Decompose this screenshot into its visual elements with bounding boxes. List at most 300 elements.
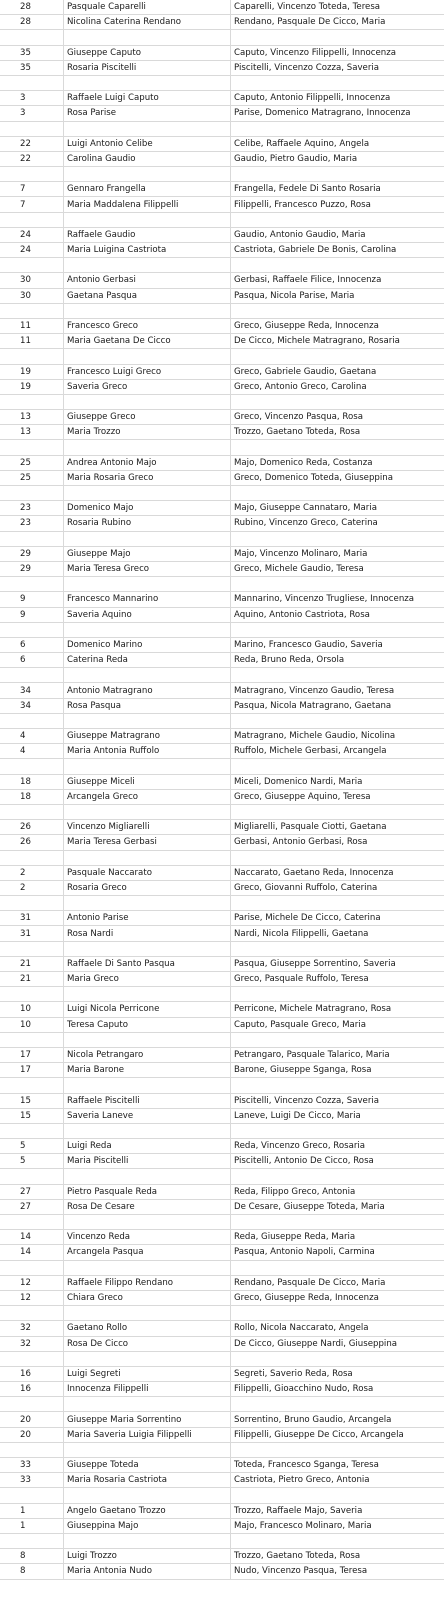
cell-name[interactable] — [64, 1306, 231, 1321]
cell-parents[interactable] — [231, 212, 444, 227]
cell-number[interactable]: 26 — [0, 820, 64, 835]
cell-number[interactable]: 30 — [0, 273, 64, 288]
cell-number[interactable]: 31 — [0, 911, 64, 926]
cell-number[interactable] — [0, 941, 64, 956]
cell-parents[interactable]: Mannarino, Vincenzo Trugliese, Innocenza — [231, 592, 444, 607]
cell-number[interactable]: 34 — [0, 683, 64, 698]
cell-parents[interactable] — [231, 1397, 444, 1412]
cell-number[interactable] — [0, 713, 64, 728]
cell-parents[interactable] — [231, 1351, 444, 1366]
cell-name[interactable] — [64, 1215, 231, 1230]
cell-name[interactable]: Pasquale Caparelli — [64, 0, 231, 15]
cell-name[interactable]: Raffaele Luigi Caputo — [64, 91, 231, 106]
cell-name[interactable] — [64, 1123, 231, 1138]
cell-number[interactable]: 23 — [0, 516, 64, 531]
cell-number[interactable]: 20 — [0, 1412, 64, 1427]
cell-parents[interactable]: Caparelli, Vincenzo Toteda, Teresa — [231, 0, 444, 15]
cell-parents[interactable]: De Cesare, Giuseppe Toteda, Maria — [231, 1199, 444, 1214]
cell-name[interactable]: Rosa De Cesare — [64, 1199, 231, 1214]
cell-number[interactable] — [0, 1397, 64, 1412]
cell-parents[interactable] — [231, 896, 444, 911]
cell-parents[interactable]: Greco, Pasquale Ruffolo, Teresa — [231, 972, 444, 987]
cell-parents[interactable]: Caputo, Pasquale Greco, Maria — [231, 1017, 444, 1032]
cell-name[interactable]: Antonio Parise — [64, 911, 231, 926]
cell-number[interactable] — [0, 258, 64, 273]
cell-name[interactable] — [64, 75, 231, 90]
cell-parents[interactable]: Castriota, Gabriele De Bonis, Carolina — [231, 243, 444, 258]
cell-parents[interactable] — [231, 1169, 444, 1184]
cell-name[interactable] — [64, 668, 231, 683]
cell-parents[interactable]: Reda, Filippo Greco, Antonia — [231, 1184, 444, 1199]
cell-number[interactable]: 17 — [0, 1047, 64, 1062]
cell-number[interactable]: 26 — [0, 835, 64, 850]
cell-name[interactable]: Maria Luigina Castriota — [64, 243, 231, 258]
cell-parents[interactable]: Trozzo, Gaetano Toteda, Rosa — [231, 1549, 444, 1564]
cell-parents[interactable]: Laneve, Luigi De Cicco, Maria — [231, 1108, 444, 1123]
cell-parents[interactable]: Aquino, Antonio Castriota, Rosa — [231, 607, 444, 622]
cell-name[interactable] — [64, 1397, 231, 1412]
cell-number[interactable]: 35 — [0, 60, 64, 75]
cell-name[interactable] — [64, 804, 231, 819]
cell-number[interactable]: 32 — [0, 1336, 64, 1351]
cell-parents[interactable] — [231, 121, 444, 136]
cell-parents[interactable]: Rendano, Pasquale De Cicco, Maria — [231, 15, 444, 30]
cell-number[interactable]: 18 — [0, 774, 64, 789]
cell-parents[interactable]: Frangella, Fedele Di Santo Rosaria — [231, 182, 444, 197]
cell-number[interactable]: 23 — [0, 501, 64, 516]
cell-parents[interactable] — [231, 1442, 444, 1457]
cell-name[interactable] — [64, 1032, 231, 1047]
cell-number[interactable]: 14 — [0, 1245, 64, 1260]
cell-parents[interactable]: Rollo, Nicola Naccarato, Angela — [231, 1321, 444, 1336]
cell-number[interactable] — [0, 1533, 64, 1548]
cell-number[interactable] — [0, 75, 64, 90]
cell-name[interactable] — [64, 303, 231, 318]
cell-parents[interactable]: Parise, Domenico Matragrano, Innocenza — [231, 106, 444, 121]
cell-number[interactable] — [0, 1032, 64, 1047]
cell-name[interactable]: Francesco Mannarino — [64, 592, 231, 607]
cell-parents[interactable]: Pasqua, Giuseppe Sorrentino, Saveria — [231, 956, 444, 971]
cell-number[interactable] — [0, 1351, 64, 1366]
cell-name[interactable] — [64, 1078, 231, 1093]
cell-name[interactable]: Rosa Parise — [64, 106, 231, 121]
cell-name[interactable]: Raffaele Filippo Rendano — [64, 1275, 231, 1290]
cell-parents[interactable]: Matragrano, Vincenzo Gaudio, Teresa — [231, 683, 444, 698]
cell-name[interactable]: Rosaria Piscitelli — [64, 60, 231, 75]
cell-parents[interactable] — [231, 394, 444, 409]
cell-name[interactable]: Rosaria Rubino — [64, 516, 231, 531]
cell-number[interactable] — [0, 167, 64, 182]
cell-number[interactable]: 31 — [0, 926, 64, 941]
cell-number[interactable] — [0, 440, 64, 455]
cell-name[interactable] — [64, 577, 231, 592]
cell-name[interactable] — [64, 30, 231, 45]
cell-number[interactable]: 22 — [0, 136, 64, 151]
cell-parents[interactable] — [231, 577, 444, 592]
cell-name[interactable]: Maria Trozzo — [64, 425, 231, 440]
cell-number[interactable]: 17 — [0, 1063, 64, 1078]
cell-parents[interactable] — [231, 30, 444, 45]
cell-parents[interactable] — [231, 440, 444, 455]
cell-number[interactable] — [0, 1169, 64, 1184]
cell-number[interactable]: 22 — [0, 151, 64, 166]
cell-number[interactable] — [0, 486, 64, 501]
cell-parents[interactable]: Nardi, Nicola Filippelli, Gaetana — [231, 926, 444, 941]
cell-name[interactable] — [64, 713, 231, 728]
cell-parents[interactable] — [231, 622, 444, 637]
cell-parents[interactable]: Piscitelli, Antonio De Cicco, Rosa — [231, 1154, 444, 1169]
cell-parents[interactable]: Pasqua, Nicola Matragrano, Gaetana — [231, 698, 444, 713]
cell-name[interactable]: Caterina Reda — [64, 653, 231, 668]
cell-number[interactable]: 16 — [0, 1382, 64, 1397]
cell-parents[interactable]: Gaudio, Pietro Gaudio, Maria — [231, 151, 444, 166]
cell-name[interactable]: Domenico Majo — [64, 501, 231, 516]
cell-name[interactable] — [64, 759, 231, 774]
cell-number[interactable]: 27 — [0, 1184, 64, 1199]
cell-number[interactable]: 28 — [0, 0, 64, 15]
cell-number[interactable] — [0, 1442, 64, 1457]
cell-parents[interactable]: Caputo, Antonio Filippelli, Innocenza — [231, 91, 444, 106]
cell-parents[interactable]: Piscitelli, Vincenzo Cozza, Saveria — [231, 60, 444, 75]
cell-number[interactable]: 3 — [0, 106, 64, 121]
cell-name[interactable] — [64, 167, 231, 182]
cell-parents[interactable]: Pasqua, Nicola Parise, Maria — [231, 288, 444, 303]
cell-name[interactable]: Giuseppe Miceli — [64, 774, 231, 789]
cell-parents[interactable]: Pasqua, Antonio Napoli, Carmina — [231, 1245, 444, 1260]
cell-parents[interactable]: Nudo, Vincenzo Pasqua, Teresa — [231, 1564, 444, 1579]
cell-number[interactable]: 13 — [0, 410, 64, 425]
cell-number[interactable]: 24 — [0, 227, 64, 242]
cell-name[interactable]: Raffaele Piscitelli — [64, 1093, 231, 1108]
cell-parents[interactable] — [231, 1215, 444, 1230]
cell-parents[interactable]: Ruffolo, Michele Gerbasi, Arcangela — [231, 744, 444, 759]
cell-parents[interactable]: Reda, Giuseppe Reda, Maria — [231, 1230, 444, 1245]
cell-number[interactable]: 29 — [0, 561, 64, 576]
cell-name[interactable]: Luigi Nicola Perricone — [64, 1002, 231, 1017]
cell-number[interactable]: 5 — [0, 1154, 64, 1169]
cell-number[interactable]: 15 — [0, 1093, 64, 1108]
cell-number[interactable] — [0, 668, 64, 683]
cell-name[interactable]: Giuseppe Caputo — [64, 45, 231, 60]
cell-name[interactable] — [64, 440, 231, 455]
cell-parents[interactable] — [231, 668, 444, 683]
cell-parents[interactable]: Toteda, Francesco Sganga, Teresa — [231, 1458, 444, 1473]
cell-name[interactable]: Luigi Trozzo — [64, 1549, 231, 1564]
cell-parents[interactable] — [231, 258, 444, 273]
cell-parents[interactable]: Migliarelli, Pasquale Ciotti, Gaetana — [231, 820, 444, 835]
cell-parents[interactable] — [231, 531, 444, 546]
cell-number[interactable] — [0, 1123, 64, 1138]
cell-name[interactable]: Angelo Gaetano Trozzo — [64, 1503, 231, 1518]
cell-name[interactable] — [64, 1260, 231, 1275]
cell-name[interactable]: Maria Greco — [64, 972, 231, 987]
cell-name[interactable]: Nicolina Caterina Rendano — [64, 15, 231, 30]
cell-number[interactable]: 21 — [0, 956, 64, 971]
cell-parents[interactable]: De Cicco, Michele Matragrano, Rosaria — [231, 334, 444, 349]
cell-number[interactable]: 8 — [0, 1564, 64, 1579]
cell-number[interactable]: 21 — [0, 972, 64, 987]
cell-number[interactable] — [0, 896, 64, 911]
cell-parents[interactable]: Gerbasi, Raffaele Filice, Innocenza — [231, 273, 444, 288]
cell-parents[interactable]: Marino, Francesco Gaudio, Saveria — [231, 637, 444, 652]
cell-parents[interactable]: Greco, Domenico Toteda, Giuseppina — [231, 470, 444, 485]
cell-name[interactable]: Antonio Gerbasi — [64, 273, 231, 288]
cell-number[interactable]: 24 — [0, 243, 64, 258]
cell-name[interactable]: Giuseppe Matragrano — [64, 729, 231, 744]
cell-name[interactable]: Rosa De Cicco — [64, 1336, 231, 1351]
cell-name[interactable]: Maria Maddalena Filippelli — [64, 197, 231, 212]
cell-parents[interactable] — [231, 303, 444, 318]
cell-parents[interactable]: Greco, Vincenzo Pasqua, Rosa — [231, 410, 444, 425]
cell-name[interactable]: Rosa Pasqua — [64, 698, 231, 713]
cell-name[interactable]: Carolina Gaudio — [64, 151, 231, 166]
cell-name[interactable]: Maria Teresa Greco — [64, 561, 231, 576]
cell-name[interactable]: Maria Teresa Gerbasi — [64, 835, 231, 850]
cell-name[interactable] — [64, 349, 231, 364]
cell-parents[interactable]: Greco, Giuseppe Aquino, Teresa — [231, 789, 444, 804]
cell-name[interactable] — [64, 850, 231, 865]
cell-number[interactable]: 13 — [0, 425, 64, 440]
cell-name[interactable]: Giuseppe Greco — [64, 410, 231, 425]
cell-parents[interactable] — [231, 1123, 444, 1138]
cell-parents[interactable]: Filippelli, Giuseppe De Cicco, Arcangela — [231, 1427, 444, 1442]
cell-name[interactable] — [64, 1351, 231, 1366]
cell-name[interactable]: Pietro Pasquale Reda — [64, 1184, 231, 1199]
cell-number[interactable] — [0, 531, 64, 546]
cell-name[interactable]: Domenico Marino — [64, 637, 231, 652]
cell-parents[interactable] — [231, 167, 444, 182]
cell-number[interactable] — [0, 30, 64, 45]
cell-number[interactable] — [0, 1260, 64, 1275]
cell-parents[interactable]: Petrangaro, Pasquale Talarico, Maria — [231, 1047, 444, 1062]
cell-number[interactable]: 2 — [0, 865, 64, 880]
cell-number[interactable]: 12 — [0, 1275, 64, 1290]
cell-name[interactable] — [64, 941, 231, 956]
cell-name[interactable]: Maria Gaetana De Cicco — [64, 334, 231, 349]
cell-name[interactable]: Maria Rosaria Castriota — [64, 1473, 231, 1488]
cell-parents[interactable] — [231, 349, 444, 364]
cell-name[interactable] — [64, 1169, 231, 1184]
cell-number[interactable]: 15 — [0, 1108, 64, 1123]
cell-parents[interactable]: Miceli, Domenico Nardi, Maria — [231, 774, 444, 789]
cell-number[interactable]: 35 — [0, 45, 64, 60]
cell-parents[interactable] — [231, 1488, 444, 1503]
cell-number[interactable]: 7 — [0, 197, 64, 212]
cell-number[interactable]: 4 — [0, 744, 64, 759]
cell-number[interactable] — [0, 1215, 64, 1230]
cell-number[interactable]: 3 — [0, 91, 64, 106]
cell-number[interactable]: 12 — [0, 1290, 64, 1305]
cell-name[interactable] — [64, 1533, 231, 1548]
cell-parents[interactable] — [231, 1078, 444, 1093]
cell-name[interactable]: Maria Piscitelli — [64, 1154, 231, 1169]
cell-parents[interactable] — [231, 75, 444, 90]
cell-number[interactable]: 33 — [0, 1458, 64, 1473]
cell-number[interactable]: 28 — [0, 15, 64, 30]
cell-name[interactable]: Francesco Luigi Greco — [64, 364, 231, 379]
cell-number[interactable]: 8 — [0, 1549, 64, 1564]
cell-parents[interactable]: Greco, Gabriele Gaudio, Gaetana — [231, 364, 444, 379]
cell-parents[interactable] — [231, 850, 444, 865]
cell-number[interactable]: 34 — [0, 698, 64, 713]
cell-number[interactable]: 20 — [0, 1427, 64, 1442]
cell-number[interactable] — [0, 303, 64, 318]
cell-name[interactable]: Gaetano Rollo — [64, 1321, 231, 1336]
cell-number[interactable]: 19 — [0, 364, 64, 379]
cell-number[interactable]: 2 — [0, 880, 64, 895]
cell-number[interactable]: 9 — [0, 592, 64, 607]
cell-name[interactable] — [64, 896, 231, 911]
cell-parents[interactable]: Trozzo, Gaetano Toteda, Rosa — [231, 425, 444, 440]
cell-name[interactable]: Teresa Caputo — [64, 1017, 231, 1032]
cell-number[interactable]: 32 — [0, 1321, 64, 1336]
cell-name[interactable]: Chiara Greco — [64, 1290, 231, 1305]
cell-name[interactable]: Maria Antonia Nudo — [64, 1564, 231, 1579]
cell-number[interactable]: 27 — [0, 1199, 64, 1214]
cell-parents[interactable]: Greco, Giuseppe Reda, Innocenza — [231, 1290, 444, 1305]
cell-parents[interactable]: Greco, Michele Gaudio, Teresa — [231, 561, 444, 576]
cell-parents[interactable] — [231, 1533, 444, 1548]
cell-number[interactable]: 11 — [0, 334, 64, 349]
cell-number[interactable] — [0, 987, 64, 1002]
cell-name[interactable] — [64, 212, 231, 227]
cell-parents[interactable]: Piscitelli, Vincenzo Cozza, Saveria — [231, 1093, 444, 1108]
cell-parents[interactable] — [231, 1306, 444, 1321]
cell-number[interactable] — [0, 349, 64, 364]
cell-name[interactable]: Saveria Greco — [64, 379, 231, 394]
cell-parents[interactable]: Matragrano, Michele Gaudio, Nicolina — [231, 729, 444, 744]
cell-name[interactable] — [64, 1442, 231, 1457]
cell-name[interactable]: Raffaele Di Santo Pasqua — [64, 956, 231, 971]
cell-number[interactable]: 30 — [0, 288, 64, 303]
cell-number[interactable] — [0, 394, 64, 409]
cell-parents[interactable]: Naccarato, Gaetano Reda, Innocenza — [231, 865, 444, 880]
cell-parents[interactable]: Caputo, Vincenzo Filippelli, Innocenza — [231, 45, 444, 60]
cell-name[interactable]: Giuseppina Majo — [64, 1518, 231, 1533]
cell-number[interactable] — [0, 577, 64, 592]
cell-number[interactable] — [0, 622, 64, 637]
cell-number[interactable]: 10 — [0, 1017, 64, 1032]
cell-number[interactable]: 10 — [0, 1002, 64, 1017]
cell-number[interactable] — [0, 804, 64, 819]
cell-parents[interactable]: Segreti, Saverio Reda, Rosa — [231, 1366, 444, 1381]
cell-parents[interactable]: Rubino, Vincenzo Greco, Caterina — [231, 516, 444, 531]
cell-number[interactable]: 18 — [0, 789, 64, 804]
cell-parents[interactable]: Greco, Giovanni Ruffolo, Caterina — [231, 880, 444, 895]
cell-parents[interactable]: Barone, Giuseppe Sganga, Rosa — [231, 1063, 444, 1078]
cell-parents[interactable] — [231, 759, 444, 774]
cell-number[interactable]: 5 — [0, 1139, 64, 1154]
cell-number[interactable]: 9 — [0, 607, 64, 622]
cell-parents[interactable]: Trozzo, Raffaele Majo, Saveria — [231, 1503, 444, 1518]
cell-number[interactable] — [0, 1306, 64, 1321]
cell-name[interactable] — [64, 394, 231, 409]
cell-parents[interactable]: Reda, Vincenzo Greco, Rosaria — [231, 1139, 444, 1154]
cell-name[interactable]: Gennaro Frangella — [64, 182, 231, 197]
cell-parents[interactable]: Gerbasi, Antonio Gerbasi, Rosa — [231, 835, 444, 850]
cell-name[interactable]: Maria Barone — [64, 1063, 231, 1078]
cell-name[interactable] — [64, 987, 231, 1002]
cell-name[interactable] — [64, 121, 231, 136]
cell-parents[interactable]: Majo, Francesco Molinaro, Maria — [231, 1518, 444, 1533]
cell-number[interactable]: 1 — [0, 1518, 64, 1533]
cell-name[interactable]: Luigi Antonio Celibe — [64, 136, 231, 151]
cell-name[interactable]: Maria Saveria Luigia Filippelli — [64, 1427, 231, 1442]
cell-number[interactable]: 11 — [0, 318, 64, 333]
cell-name[interactable]: Rosa Nardi — [64, 926, 231, 941]
cell-name[interactable]: Raffaele Gaudio — [64, 227, 231, 242]
cell-number[interactable] — [0, 1078, 64, 1093]
cell-name[interactable] — [64, 622, 231, 637]
cell-number[interactable] — [0, 212, 64, 227]
cell-parents[interactable]: Sorrentino, Bruno Gaudio, Arcangela — [231, 1412, 444, 1427]
cell-name[interactable]: Luigi Reda — [64, 1139, 231, 1154]
cell-name[interactable]: Maria Antonia Ruffolo — [64, 744, 231, 759]
cell-number[interactable]: 29 — [0, 546, 64, 561]
cell-name[interactable]: Vincenzo Migliarelli — [64, 820, 231, 835]
cell-parents[interactable]: Greco, Giuseppe Reda, Innocenza — [231, 318, 444, 333]
cell-parents[interactable]: De Cicco, Giuseppe Nardi, Giuseppina — [231, 1336, 444, 1351]
cell-name[interactable]: Giuseppe Toteda — [64, 1458, 231, 1473]
cell-name[interactable]: Vincenzo Reda — [64, 1230, 231, 1245]
cell-name[interactable]: Arcangela Greco — [64, 789, 231, 804]
cell-name[interactable]: Saveria Laneve — [64, 1108, 231, 1123]
cell-name[interactable]: Antonio Matragrano — [64, 683, 231, 698]
cell-parents[interactable] — [231, 987, 444, 1002]
cell-number[interactable]: 1 — [0, 1503, 64, 1518]
cell-parents[interactable]: Filippelli, Francesco Puzzo, Rosa — [231, 197, 444, 212]
cell-number[interactable] — [0, 1488, 64, 1503]
cell-number[interactable] — [0, 850, 64, 865]
cell-name[interactable]: Maria Rosaria Greco — [64, 470, 231, 485]
cell-parents[interactable]: Reda, Bruno Reda, Orsola — [231, 653, 444, 668]
cell-number[interactable]: 16 — [0, 1366, 64, 1381]
cell-name[interactable]: Giuseppe Maria Sorrentino — [64, 1412, 231, 1427]
cell-parents[interactable]: Filippelli, Gioacchino Nudo, Rosa — [231, 1382, 444, 1397]
cell-name[interactable]: Arcangela Pasqua — [64, 1245, 231, 1260]
cell-number[interactable]: 14 — [0, 1230, 64, 1245]
cell-number[interactable]: 25 — [0, 470, 64, 485]
cell-parents[interactable] — [231, 486, 444, 501]
cell-parents[interactable]: Gaudio, Antonio Gaudio, Maria — [231, 227, 444, 242]
cell-name[interactable]: Gaetana Pasqua — [64, 288, 231, 303]
cell-parents[interactable]: Rendano, Pasquale De Cicco, Maria — [231, 1275, 444, 1290]
cell-name[interactable]: Saveria Aquino — [64, 607, 231, 622]
cell-parents[interactable] — [231, 804, 444, 819]
cell-name[interactable] — [64, 531, 231, 546]
cell-number[interactable] — [0, 121, 64, 136]
cell-number[interactable] — [0, 759, 64, 774]
cell-name[interactable]: Rosaria Greco — [64, 880, 231, 895]
cell-parents[interactable]: Greco, Antonio Greco, Carolina — [231, 379, 444, 394]
cell-name[interactable]: Andrea Antonio Majo — [64, 455, 231, 470]
cell-number[interactable]: 6 — [0, 653, 64, 668]
cell-name[interactable] — [64, 1488, 231, 1503]
cell-name[interactable] — [64, 486, 231, 501]
cell-parents[interactable]: Majo, Giuseppe Cannataro, Maria — [231, 501, 444, 516]
cell-number[interactable]: 19 — [0, 379, 64, 394]
cell-parents[interactable] — [231, 1032, 444, 1047]
cell-name[interactable]: Francesco Greco — [64, 318, 231, 333]
cell-name[interactable]: Nicola Petrangaro — [64, 1047, 231, 1062]
cell-name[interactable]: Pasquale Naccarato — [64, 865, 231, 880]
cell-parents[interactable] — [231, 713, 444, 728]
cell-number[interactable]: 25 — [0, 455, 64, 470]
cell-name[interactable]: Giuseppe Majo — [64, 546, 231, 561]
cell-parents[interactable]: Parise, Michele De Cicco, Caterina — [231, 911, 444, 926]
cell-parents[interactable]: Celibe, Raffaele Aquino, Angela — [231, 136, 444, 151]
cell-parents[interactable]: Castriota, Pietro Greco, Antonia — [231, 1473, 444, 1488]
